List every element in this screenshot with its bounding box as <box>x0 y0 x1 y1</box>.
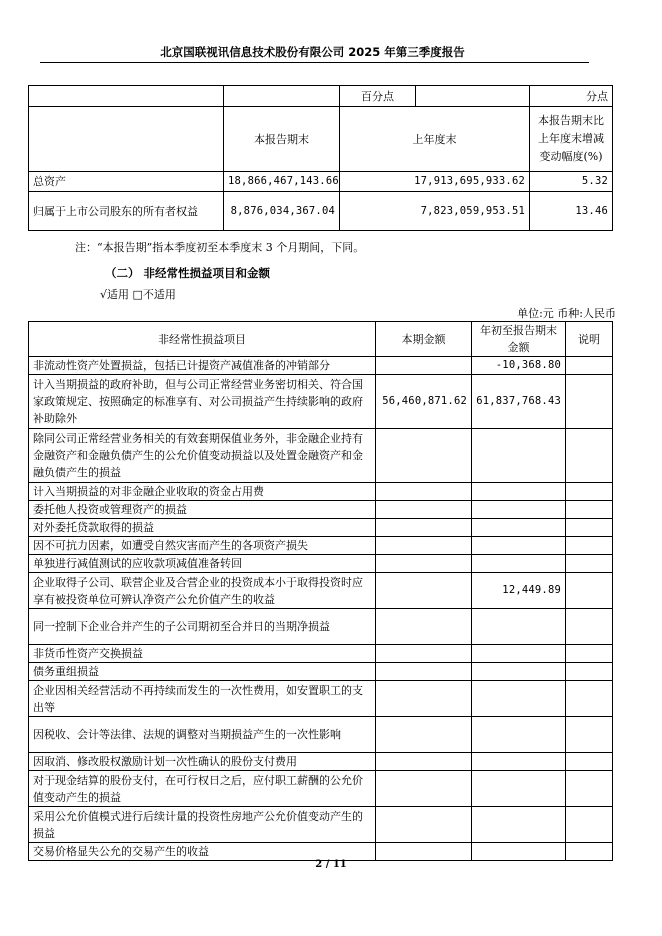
table-row <box>29 192 613 231</box>
row-item: 采用公允价值模式进行后续计量的投资性房地产公允价值变动产生的损益 <box>29 807 376 843</box>
unit-row <box>29 86 613 107</box>
row-ytd <box>472 555 566 573</box>
row-item: 委托他人投资或管理资产的损益 <box>29 501 376 519</box>
applicability-checkbox: √适用 □不适用 <box>100 288 176 301</box>
row-ytd: 12,449.89 <box>472 573 566 609</box>
row-item: 计入当期损益的政府补助，但与公司正常经营业务密切相关、符合国家政策规定、按照确定的标准享有、对公司损益产生持续影响的政府补助除外 <box>29 375 376 429</box>
note-text: 注：“本报告期”指本季度初至本季度末 3 个月期间，下同。 <box>75 241 365 254</box>
row-label: 归属于上市公司股东的所有者权益 <box>29 192 224 231</box>
unit-cell: 分点 <box>530 86 613 107</box>
header-change: 本报告期末比上年度末增减变动幅度(%) <box>530 107 613 172</box>
row-current <box>376 501 472 519</box>
row-note <box>566 357 613 375</box>
row-current <box>376 537 472 555</box>
section-title: （二） 非经常性损益项目和金额 <box>105 266 271 280</box>
row-note <box>566 501 613 519</box>
row-item: 除同公司正常经营业务相关的有效套期保值业务外，非金融企业持有金融资产和金融负债产生的公允价值变动损益以及处置金融资产和金融负债产生的损益 <box>29 429 376 483</box>
row-note <box>566 573 613 609</box>
table-row <box>29 645 613 663</box>
row-ytd <box>472 681 566 717</box>
row-item: 交易价格显失公允的交易产生的收益 <box>29 843 376 861</box>
row-note <box>566 609 613 645</box>
row-current <box>376 609 472 645</box>
table-row <box>29 753 613 771</box>
row-note <box>566 663 613 681</box>
row-current <box>376 753 472 771</box>
row-item: 企业取得子公司、联营企业及合营企业的投资成本小于取得投资时应享有被投资单位可辨认净资产公允价值产生的收益 <box>29 573 376 609</box>
row-current: 56,460,871.62 <box>376 375 472 429</box>
row-current: 8,876,034,367.04 <box>224 192 340 231</box>
table-row <box>29 537 613 555</box>
row-current <box>376 771 472 807</box>
row-item: 因税收、会计等法律、法规的调整对当期损益产生的一次性影响 <box>29 717 376 753</box>
header-ytd: 年初至报告期末金额 <box>472 322 566 357</box>
row-item: 计入当期损益的对非金融企业收取的资金占用费 <box>29 483 376 501</box>
row-current <box>376 843 472 861</box>
row-ytd: 61,837,768.43 <box>472 375 566 429</box>
row-item: 非流动性资产处置损益，包括已计提资产减值准备的冲销部分 <box>29 357 376 375</box>
row-note <box>566 555 613 573</box>
table-row <box>29 843 613 861</box>
row-note <box>566 537 613 555</box>
row-current <box>376 717 472 753</box>
nonrecurring-table <box>28 321 613 861</box>
unit-cell: 百分点 <box>340 86 416 107</box>
header-note: 说明 <box>566 322 613 357</box>
row-note <box>566 771 613 807</box>
row-note <box>566 645 613 663</box>
row-note <box>566 681 613 717</box>
header-item: 非经常性损益项目 <box>29 322 376 357</box>
table-row <box>29 573 613 609</box>
row-ytd <box>472 429 566 483</box>
row-note <box>566 483 613 501</box>
table-row <box>29 357 613 375</box>
header-rule <box>40 62 589 63</box>
table-row <box>29 483 613 501</box>
row-ytd <box>472 519 566 537</box>
row-change: 13.46 <box>530 192 613 231</box>
row-item: 债务重组损益 <box>29 663 376 681</box>
row-item: 同一控制下企业合并产生的子公司期初至合并日的当期净损益 <box>29 609 376 645</box>
row-note <box>566 843 613 861</box>
unit-currency: 单位:元 币种:人民币 <box>517 307 616 320</box>
row-ytd <box>472 609 566 645</box>
row-label: 总资产 <box>29 172 224 192</box>
row-item: 企业因相关经营活动不再持续而发生的一次性费用，如安置职工的支出等 <box>29 681 376 717</box>
table-row <box>29 717 613 753</box>
header-row <box>29 322 613 357</box>
row-ytd <box>472 771 566 807</box>
row-note <box>566 519 613 537</box>
row-item: 对于现金结算的股份支付，在可行权日之后，应付职工薪酬的公允价值变动产生的损益 <box>29 771 376 807</box>
row-note <box>566 753 613 771</box>
row-ytd <box>472 753 566 771</box>
row-ytd <box>472 501 566 519</box>
row-ytd <box>472 537 566 555</box>
row-ytd <box>472 663 566 681</box>
row-current <box>376 573 472 609</box>
row-item: 对外委托贷款取得的损益 <box>29 519 376 537</box>
row-current <box>376 357 472 375</box>
row-current: 18,866,467,143.66 <box>224 172 340 192</box>
table-row <box>29 771 613 807</box>
table-row <box>29 609 613 645</box>
row-current <box>376 645 472 663</box>
table-row <box>29 172 613 192</box>
row-current <box>376 807 472 843</box>
row-ytd <box>472 717 566 753</box>
header-current: 本期金额 <box>376 322 472 357</box>
row-current <box>376 663 472 681</box>
row-ytd <box>472 645 566 663</box>
row-current <box>376 519 472 537</box>
balance-table <box>28 85 613 231</box>
row-current <box>376 555 472 573</box>
table-row <box>29 663 613 681</box>
row-note <box>566 717 613 753</box>
table-row <box>29 807 613 843</box>
report-header: 北京国联视讯信息技术股份有限公司 2025 年第三季度报告 <box>160 45 465 59</box>
row-item: 单独进行减值测试的应收款项减值准备转回 <box>29 555 376 573</box>
table-row <box>29 681 613 717</box>
row-note <box>566 429 613 483</box>
row-current <box>376 681 472 717</box>
nonrecurring-body <box>29 357 613 861</box>
row-item: 因不可抗力因素，如遭受自然灾害而产生的各项资产损失 <box>29 537 376 555</box>
row-current <box>376 483 472 501</box>
row-change: 5.32 <box>530 172 613 192</box>
row-item: 非货币性资产交换损益 <box>29 645 376 663</box>
row-ytd <box>472 807 566 843</box>
header-row <box>29 107 613 172</box>
row-ytd: -10,368.80 <box>472 357 566 375</box>
row-ytd <box>472 843 566 861</box>
header-prior: 上年度末 <box>340 107 530 172</box>
row-note <box>566 807 613 843</box>
table-row <box>29 375 613 429</box>
row-ytd <box>472 483 566 501</box>
page-number: 2 / 11 <box>315 859 347 870</box>
row-prior: 17,913,695,933.62 <box>340 172 530 192</box>
row-prior: 7,823,059,953.51 <box>340 192 530 231</box>
row-current <box>376 429 472 483</box>
header-current: 本报告期末 <box>224 107 340 172</box>
table-row <box>29 555 613 573</box>
row-item: 因取消、修改股权激励计划一次性确认的股份支付费用 <box>29 753 376 771</box>
table-row <box>29 519 613 537</box>
row-note <box>566 375 613 429</box>
table-row <box>29 501 613 519</box>
table-row <box>29 429 613 483</box>
